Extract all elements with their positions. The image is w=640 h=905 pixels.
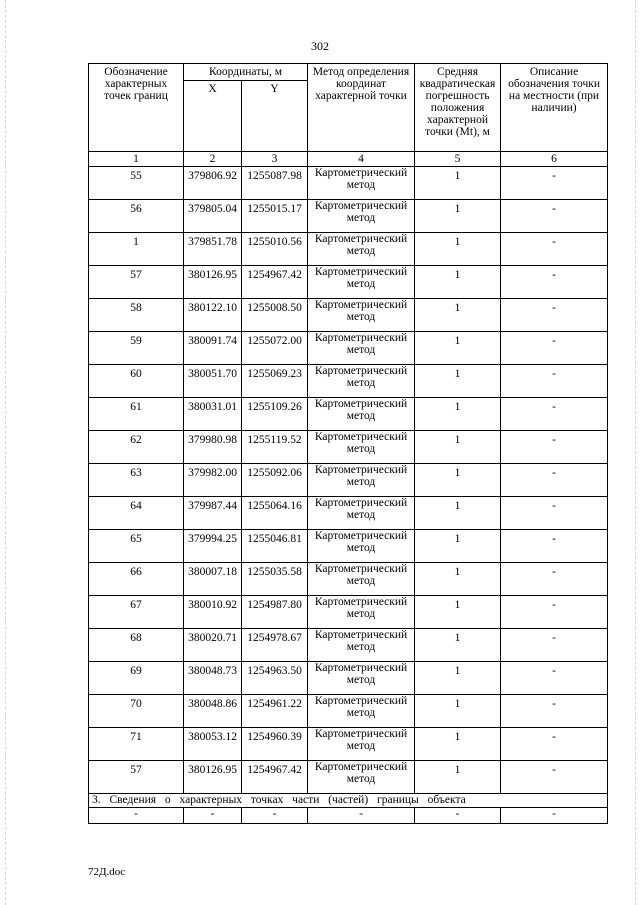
description-cell: - xyxy=(501,728,608,761)
empty-cell: - xyxy=(415,808,501,824)
column-number: 4 xyxy=(308,152,415,167)
error-cell: 1 xyxy=(415,431,501,464)
empty-cell: - xyxy=(184,808,242,824)
method-cell: Картометрический метод xyxy=(308,662,415,695)
table-row xyxy=(89,629,608,662)
table-row xyxy=(89,167,608,200)
y-cell: 1254960.39 xyxy=(242,728,308,761)
scan-edge-right xyxy=(635,0,636,905)
point-cell: 61 xyxy=(89,398,184,431)
point-cell: 57 xyxy=(89,266,184,299)
description-cell: - xyxy=(501,761,608,794)
error-cell: 1 xyxy=(415,662,501,695)
column-number: 1 xyxy=(89,152,184,167)
header-coords: Координаты, м xyxy=(184,64,308,81)
table-row xyxy=(89,398,608,431)
table-row xyxy=(89,695,608,728)
point-cell: 71 xyxy=(89,728,184,761)
point-cell: 58 xyxy=(89,299,184,332)
header-description: Описание обозначения точки на местности (при наличии) xyxy=(501,64,608,152)
point-cell: 65 xyxy=(89,530,184,563)
y-cell: 1254961.22 xyxy=(242,695,308,728)
method-cell: Картометрический метод xyxy=(308,695,415,728)
point-cell: 68 xyxy=(89,629,184,662)
table-row xyxy=(89,299,608,332)
y-cell: 1255015.17 xyxy=(242,200,308,233)
page-number: 302 xyxy=(311,39,329,53)
point-cell: 67 xyxy=(89,596,184,629)
point-cell: 60 xyxy=(89,365,184,398)
description-cell: - xyxy=(501,266,608,299)
method-cell: Картометрический метод xyxy=(308,497,415,530)
error-cell: 1 xyxy=(415,167,501,200)
y-cell: 1255119.52 xyxy=(242,431,308,464)
description-cell: - xyxy=(501,398,608,431)
error-cell: 1 xyxy=(415,563,501,596)
x-cell: 379805.04 xyxy=(184,200,242,233)
description-cell: - xyxy=(501,629,608,662)
x-cell: 380010.92 xyxy=(184,596,242,629)
method-cell: Картометрический метод xyxy=(308,266,415,299)
y-cell: 1255109.26 xyxy=(242,398,308,431)
error-cell: 1 xyxy=(415,596,501,629)
table-row xyxy=(89,563,608,596)
error-cell: 1 xyxy=(415,464,501,497)
method-cell: Картометрический метод xyxy=(308,233,415,266)
table-row xyxy=(89,596,608,629)
boundary-points-table xyxy=(88,63,608,824)
y-cell: 1255035.58 xyxy=(242,563,308,596)
description-cell: - xyxy=(501,167,608,200)
method-cell: Картометрический метод xyxy=(308,728,415,761)
description-cell: - xyxy=(501,200,608,233)
method-cell: Картометрический метод xyxy=(308,563,415,596)
error-cell: 1 xyxy=(415,695,501,728)
point-cell: 64 xyxy=(89,497,184,530)
error-cell: 1 xyxy=(415,728,501,761)
x-cell: 379806.92 xyxy=(184,167,242,200)
y-cell: 1255092.06 xyxy=(242,464,308,497)
header-row xyxy=(89,64,608,81)
table-row xyxy=(89,365,608,398)
error-cell: 1 xyxy=(415,200,501,233)
x-cell: 379994.25 xyxy=(184,530,242,563)
method-cell: Картометрический метод xyxy=(308,530,415,563)
point-cell: 57 xyxy=(89,761,184,794)
error-cell: 1 xyxy=(415,629,501,662)
error-cell: 1 xyxy=(415,398,501,431)
description-cell: - xyxy=(501,563,608,596)
point-cell: 69 xyxy=(89,662,184,695)
empty-cell: - xyxy=(89,808,184,824)
point-cell: 62 xyxy=(89,431,184,464)
x-cell: 379980.98 xyxy=(184,431,242,464)
method-cell: Картометрический метод xyxy=(308,200,415,233)
y-cell: 1255087.98 xyxy=(242,167,308,200)
description-cell: - xyxy=(501,662,608,695)
empty-cell: - xyxy=(308,808,415,824)
table-row xyxy=(89,530,608,563)
method-cell: Картометрический метод xyxy=(308,398,415,431)
error-cell: 1 xyxy=(415,332,501,365)
header-error: Средняя квадратическая погрешность положения характерной точки (Mt), м xyxy=(415,64,501,152)
error-cell: 1 xyxy=(415,530,501,563)
table-row xyxy=(89,497,608,530)
description-cell: - xyxy=(501,695,608,728)
x-cell: 380126.95 xyxy=(184,266,242,299)
table-row xyxy=(89,464,608,497)
section-row xyxy=(89,794,608,808)
method-cell: Картометрический метод xyxy=(308,167,415,200)
description-cell: - xyxy=(501,596,608,629)
y-cell: 1255010.56 xyxy=(242,233,308,266)
y-cell: 1255069.23 xyxy=(242,365,308,398)
description-cell: - xyxy=(501,299,608,332)
table-row xyxy=(89,431,608,464)
error-cell: 1 xyxy=(415,266,501,299)
point-cell: 66 xyxy=(89,563,184,596)
description-cell: - xyxy=(501,431,608,464)
method-cell: Картометрический метод xyxy=(308,761,415,794)
description-cell: - xyxy=(501,530,608,563)
method-cell: Картометрический метод xyxy=(308,332,415,365)
description-cell: - xyxy=(501,332,608,365)
header-point: Обозначение характерных точек границ xyxy=(89,64,184,152)
method-cell: Картометрический метод xyxy=(308,629,415,662)
table-row xyxy=(89,761,608,794)
y-cell: 1255008.50 xyxy=(242,299,308,332)
point-cell: 56 xyxy=(89,200,184,233)
table-row xyxy=(89,233,608,266)
y-cell: 1254987.80 xyxy=(242,596,308,629)
header-y: Y xyxy=(242,81,308,152)
method-cell: Картометрический метод xyxy=(308,365,415,398)
table-row xyxy=(89,728,608,761)
x-cell: 379987.44 xyxy=(184,497,242,530)
point-cell: 1 xyxy=(89,233,184,266)
x-cell: 380007.18 xyxy=(184,563,242,596)
point-cell: 63 xyxy=(89,464,184,497)
x-cell: 380020.71 xyxy=(184,629,242,662)
column-number: 6 xyxy=(501,152,608,167)
empty-cell: - xyxy=(242,808,308,824)
table-row xyxy=(89,266,608,299)
x-cell: 380126.95 xyxy=(184,761,242,794)
description-cell: - xyxy=(501,464,608,497)
error-cell: 1 xyxy=(415,233,501,266)
point-cell: 70 xyxy=(89,695,184,728)
header-method: Метод определения координат характерной точки xyxy=(308,64,415,152)
x-cell: 380091.74 xyxy=(184,332,242,365)
column-number: 5 xyxy=(415,152,501,167)
column-number: 2 xyxy=(184,152,242,167)
x-cell: 380053.12 xyxy=(184,728,242,761)
section-title: 3. Сведения о характерных точках части (частей) границы объекта xyxy=(89,794,608,808)
column-number-row xyxy=(89,152,608,167)
table-row xyxy=(89,662,608,695)
y-cell: 1255064.16 xyxy=(242,497,308,530)
method-cell: Картометрический метод xyxy=(308,431,415,464)
y-cell: 1255046.81 xyxy=(242,530,308,563)
column-number: 3 xyxy=(242,152,308,167)
error-cell: 1 xyxy=(415,365,501,398)
table-row xyxy=(89,332,608,365)
y-cell: 1254967.42 xyxy=(242,761,308,794)
x-cell: 380048.73 xyxy=(184,662,242,695)
empty-row xyxy=(89,808,608,824)
point-cell: 55 xyxy=(89,167,184,200)
method-cell: Картометрический метод xyxy=(308,299,415,332)
y-cell: 1254978.67 xyxy=(242,629,308,662)
point-cell: 59 xyxy=(89,332,184,365)
error-cell: 1 xyxy=(415,761,501,794)
method-cell: Картометрический метод xyxy=(308,596,415,629)
method-cell: Картометрический метод xyxy=(308,464,415,497)
description-cell: - xyxy=(501,497,608,530)
error-cell: 1 xyxy=(415,299,501,332)
y-cell: 1254967.42 xyxy=(242,266,308,299)
empty-cell: - xyxy=(501,808,608,824)
y-cell: 1255072.00 xyxy=(242,332,308,365)
x-cell: 380031.01 xyxy=(184,398,242,431)
y-cell: 1254963.50 xyxy=(242,662,308,695)
description-cell: - xyxy=(501,233,608,266)
x-cell: 379851.78 xyxy=(184,233,242,266)
error-cell: 1 xyxy=(415,497,501,530)
header-x: X xyxy=(184,81,242,152)
footer-filename: 72Д.doc xyxy=(88,866,126,878)
scan-edge-left xyxy=(5,0,6,905)
table-row xyxy=(89,200,608,233)
description-cell: - xyxy=(501,365,608,398)
x-cell: 380051.70 xyxy=(184,365,242,398)
x-cell: 379982.00 xyxy=(184,464,242,497)
x-cell: 380048.86 xyxy=(184,695,242,728)
x-cell: 380122.10 xyxy=(184,299,242,332)
